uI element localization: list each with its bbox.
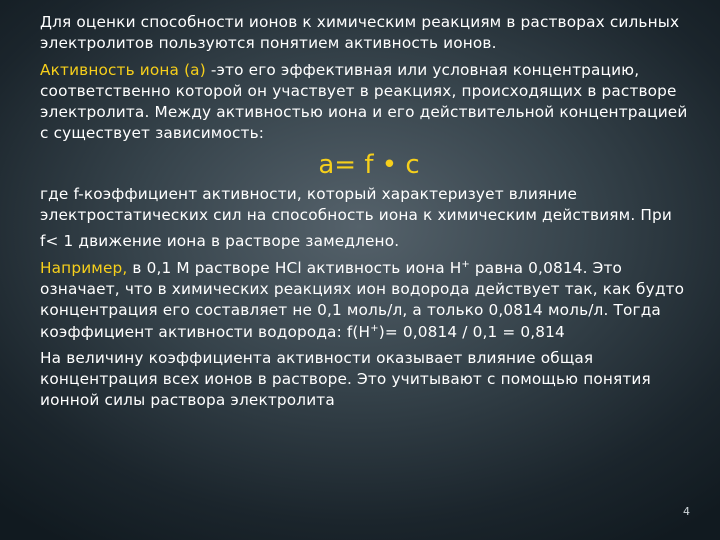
coefficient-paragraph: где f-коэффициент активности, который характеризует влияние электростатических сил на способность иона к химическим действиям. При (40, 184, 672, 225)
ionic-strength-paragraph: На величину коэффициента активности оказывает влияние общая концентрация всех ионов в растворе. Это учитывают с помощью понятия ионной силы раствора электролита (40, 348, 651, 410)
activity-definition-paragraph (40, 60, 690, 145)
activity-definition-text: -это его эффективная или условная концентрацию, соответственно которой он участвует в реакциях, происходящих в растворе электролита. Между активностью иона и его действительной концентрацией с существует зависимость: (40, 60, 688, 143)
movement-paragraph: f< 1 движение иона в растворе замедлено. (40, 232, 400, 251)
superscript-plus-b: + (370, 322, 379, 334)
example-paragraph (40, 258, 690, 343)
activity-term-highlight: Активность иона (а) (40, 60, 206, 79)
page-number: 4 (683, 505, 690, 518)
slide-body (40, 12, 690, 417)
example-highlight: Например, (40, 258, 128, 277)
superscript-plus-a: + (461, 258, 470, 270)
example-text-a: в 0,1 М растворе HCl активность иона H (127, 258, 462, 277)
intro-paragraph: Для оценки способности ионов к химическим реакциям в растворах сильных электролитов пользуются понятием активность ионов. (40, 13, 680, 53)
activity-formula: a= f • c (318, 149, 420, 180)
example-text-b: равна 0,0814. Это означает, что в химических реакциях ион водорода действует так, как будто концентрация его составляет не 0,1 моль/л, а только 0,0814 моль/л. Тогда коэффициент активности водорода: f(H (40, 258, 685, 341)
example-text-c: )= 0,0814 / 0,1 = 0,814 (378, 322, 565, 341)
